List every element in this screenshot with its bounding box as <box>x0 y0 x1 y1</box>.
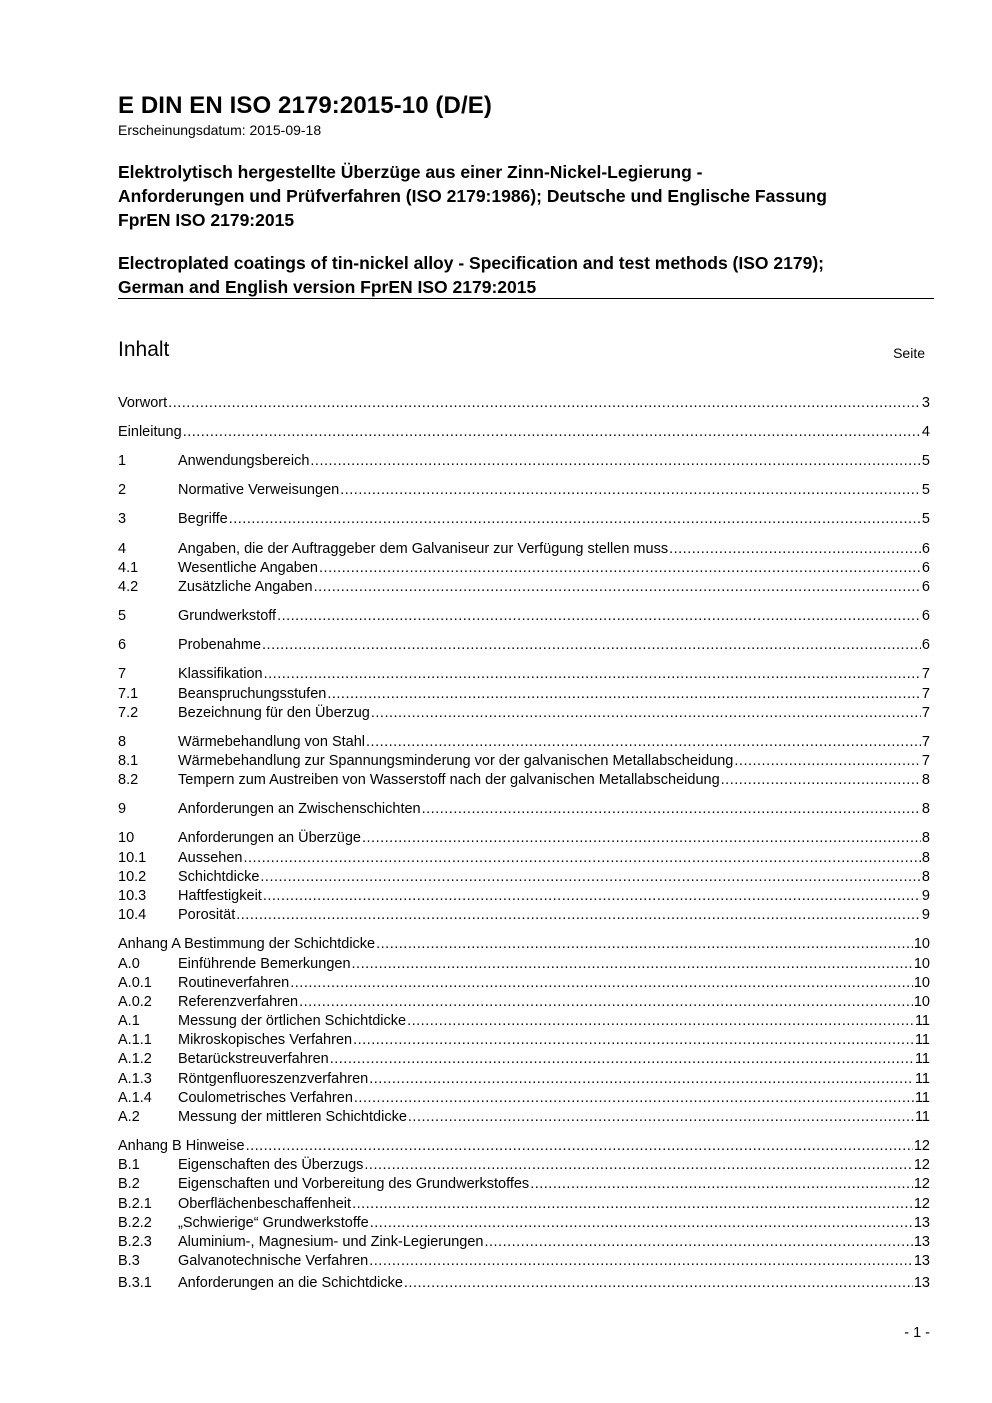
toc-entry-page: 6 <box>921 579 930 595</box>
toc-entry-label: Wärmebehandlung zur Spannungsminderung vor der galvanischen Metallabscheidung <box>178 753 734 769</box>
toc-entry-label: Einleitung <box>118 424 182 440</box>
toc-entry-number: B.2.2 <box>118 1215 152 1231</box>
toc-entry[interactable] <box>118 578 930 597</box>
toc-entry-number: B.2 <box>118 1176 140 1192</box>
toc-entry[interactable] <box>118 1089 930 1108</box>
toc-dot-leader <box>484 1233 912 1252</box>
toc-entry[interactable] <box>118 1274 930 1293</box>
toc-entry[interactable] <box>118 1070 930 1089</box>
toc-entry[interactable] <box>118 685 930 704</box>
toc-dot-leader <box>229 510 921 529</box>
toc-entry-number: 4 <box>118 541 127 557</box>
toc-entry-number: A.0.2 <box>118 994 152 1010</box>
toc-entry[interactable] <box>118 607 930 626</box>
toc-entry-number: 9 <box>118 801 127 817</box>
toc-entry[interactable] <box>118 1031 930 1050</box>
toc-entry-label: Anforderungen an die Schichtdicke <box>178 1275 403 1291</box>
toc-dot-leader <box>352 1195 913 1214</box>
toc-entry[interactable] <box>118 1050 930 1069</box>
toc-heading: Inhalt <box>118 338 170 361</box>
toc-entry-label: Messung der mittleren Schichtdicke <box>178 1109 407 1125</box>
toc-entry-label: Zusätzliche Angaben <box>178 579 313 595</box>
toc-dot-leader <box>290 974 913 993</box>
toc-entry-page: 6 <box>921 637 930 653</box>
toc-entry-page: 8 <box>921 830 930 846</box>
toc-entry-page: 5 <box>921 453 930 469</box>
toc-entry-number: 7.2 <box>118 705 139 721</box>
toc-entry-label: Normative Verweisungen <box>178 482 340 498</box>
german-title-line: FprEN ISO 2179:2015 <box>118 210 295 230</box>
toc-entry-page: 11 <box>914 1090 930 1106</box>
toc-dot-leader <box>354 1089 914 1108</box>
toc-entry-number: A.1.1 <box>118 1032 152 1048</box>
toc-entry-number: 8.1 <box>118 753 139 769</box>
toc-entry-page: 8 <box>921 801 930 817</box>
toc-dot-leader <box>319 559 921 578</box>
toc-entry-label: Röntgenfluoreszenzverfahren <box>178 1071 369 1087</box>
toc-entry[interactable] <box>118 1195 930 1214</box>
toc-dot-leader <box>260 868 921 887</box>
toc-entry-page: 11 <box>914 1013 930 1029</box>
toc-entry-page: 6 <box>921 541 930 557</box>
toc-dot-leader <box>246 1137 913 1156</box>
toc-entry-number: 10.4 <box>118 907 147 923</box>
document-page <box>118 0 934 1403</box>
toc-entry-page: 3 <box>921 395 930 411</box>
toc-dot-leader <box>168 394 921 413</box>
toc-entry[interactable] <box>118 752 930 771</box>
toc-entry-number: 6 <box>118 637 127 653</box>
toc-entry-page: 8 <box>921 850 930 866</box>
toc-entry[interactable] <box>118 829 930 848</box>
toc-entry-page: 13 <box>913 1215 930 1231</box>
toc-entry-page: 12 <box>913 1196 930 1212</box>
toc-entry-page: 5 <box>921 511 930 527</box>
toc-entry-label: Porosität <box>178 907 236 923</box>
toc-entry-number: A.1 <box>118 1013 140 1029</box>
toc-entry-page: 7 <box>921 666 930 682</box>
toc-entry-label: Probenahme <box>178 637 262 653</box>
english-title-line: Electroplated coatings of tin-nickel alloy - Specification and test methods (ISO 2179); <box>118 253 824 273</box>
toc-dot-leader <box>262 636 921 655</box>
toc-page-column-label: Seite <box>893 345 925 361</box>
toc-entry-label: Anforderungen an Überzüge <box>178 830 361 846</box>
toc-entry-label: Referenzverfahren <box>178 994 299 1010</box>
toc-dot-leader <box>236 906 921 925</box>
toc-dot-leader <box>408 1108 914 1127</box>
toc-entry[interactable] <box>118 665 930 684</box>
toc-entry-number: 4.2 <box>118 579 139 595</box>
toc-entry-page: 12 <box>913 1176 930 1192</box>
toc-dot-leader <box>352 955 913 974</box>
toc-dot-leader <box>404 1274 913 1293</box>
toc-entry-number: 10.2 <box>118 869 147 885</box>
toc-entry-number: B.3.1 <box>118 1275 152 1291</box>
toc-entry-label: Aluminium-, Magnesium- und Zink-Legierungen <box>178 1234 484 1250</box>
toc-entry-page: 8 <box>921 772 930 788</box>
toc-entry-page: 10 <box>913 956 930 972</box>
toc-dot-leader <box>299 993 913 1012</box>
toc-entry-number: 10.1 <box>118 850 147 866</box>
toc-entry-page: 11 <box>914 1032 930 1048</box>
toc-entry-label: Tempern zum Austreiben von Wasserstoff nach der galvanischen Metallabscheidung <box>178 772 720 788</box>
toc-entry-number: B.2.1 <box>118 1196 152 1212</box>
toc-entry-label: Begriffe <box>178 511 228 527</box>
toc-entry-number: 8.2 <box>118 772 139 788</box>
toc-dot-leader <box>264 665 921 684</box>
toc-entry[interactable] <box>118 1233 930 1252</box>
toc-entry-number: 10 <box>118 830 135 846</box>
toc-entry[interactable] <box>118 733 930 752</box>
toc-entry-label: Aussehen <box>178 850 243 866</box>
publication-date: Erscheinungsdatum: 2015-09-18 <box>118 122 322 138</box>
toc-dot-leader <box>369 1070 914 1089</box>
toc-entry-page: 11 <box>914 1051 930 1067</box>
toc-entry[interactable] <box>118 452 930 471</box>
toc-entry-label: „Schwierige“ Grundwerkstoffe <box>178 1215 369 1231</box>
toc-entry-page: 7 <box>921 734 930 750</box>
toc-entry[interactable] <box>118 1012 930 1031</box>
toc-entry[interactable] <box>118 1108 930 1127</box>
toc-entry-page: 13 <box>913 1253 930 1269</box>
toc-entry-number: 1 <box>118 453 127 469</box>
toc-entry-number: A.0 <box>118 956 140 972</box>
toc-dot-leader <box>721 771 921 790</box>
toc-entry-page: 10 <box>913 994 930 1010</box>
toc-entry-page: 7 <box>921 686 930 702</box>
toc-entry[interactable] <box>118 1214 930 1233</box>
toc-entry-number: B.3 <box>118 1253 140 1269</box>
toc-entry-page: 6 <box>921 560 930 576</box>
toc-entry-number: B.1 <box>118 1157 140 1173</box>
toc-entry-label: Routineverfahren <box>178 975 290 991</box>
toc-entry[interactable] <box>118 800 930 819</box>
toc-entry[interactable] <box>118 935 930 954</box>
toc-entry-number: A.2 <box>118 1109 140 1125</box>
toc-entry-label: Anhang A Bestimmung der Schichtdicke <box>118 936 376 952</box>
toc-entry-label: Anforderungen an Zwischenschichten <box>178 801 421 817</box>
toc-entry-page: 6 <box>921 608 930 624</box>
toc-entry-label: Haftfestigkeit <box>178 888 262 904</box>
toc-entry-label: Oberflächenbeschaffenheit <box>178 1196 352 1212</box>
toc-entry-number: 8 <box>118 734 127 750</box>
toc-entry[interactable] <box>118 704 930 723</box>
toc-dot-leader <box>669 540 921 559</box>
german-title <box>118 160 934 232</box>
toc-dot-leader <box>734 752 921 771</box>
toc-entry-label: Betarückstreuverfahren <box>178 1051 329 1067</box>
toc-entry-number: 3 <box>118 511 127 527</box>
page-number: - 1 - <box>904 1325 930 1341</box>
toc-entry-number: 4.1 <box>118 560 139 576</box>
toc-entry-label: Eigenschaften des Überzugs <box>178 1157 364 1173</box>
toc-entry-page: 4 <box>921 424 930 440</box>
toc-dot-leader <box>330 1050 914 1069</box>
toc-entry[interactable] <box>118 887 930 906</box>
toc-dot-leader <box>364 1156 912 1175</box>
toc-dot-leader <box>183 423 921 442</box>
toc-entry-label: Mikroskopisches Verfahren <box>178 1032 353 1048</box>
toc-entry-label: Galvanotechnische Verfahren <box>178 1253 369 1269</box>
toc-entry[interactable] <box>118 1156 930 1175</box>
toc-dot-leader <box>422 800 921 819</box>
toc-entry-number: 5 <box>118 608 127 624</box>
toc-dot-leader <box>366 733 921 752</box>
toc-entry-page: 11 <box>914 1109 930 1125</box>
toc-dot-leader <box>327 685 921 704</box>
toc-entry[interactable] <box>118 1175 930 1194</box>
toc-entry[interactable] <box>118 510 930 529</box>
toc-entry-page: 10 <box>913 936 930 952</box>
toc-entry-number: B.2.3 <box>118 1234 152 1250</box>
toc-entry[interactable] <box>118 636 930 655</box>
toc-dot-leader <box>310 452 921 471</box>
toc-dot-leader <box>314 578 921 597</box>
toc-entry[interactable] <box>118 559 930 578</box>
toc-entry[interactable] <box>118 868 930 887</box>
toc-dot-leader <box>370 1214 913 1233</box>
toc-entry-page: 10 <box>913 975 930 991</box>
toc-entry[interactable] <box>118 955 930 974</box>
toc-entry-label: Vorwort <box>118 395 168 411</box>
toc-dot-leader <box>530 1175 913 1194</box>
toc-entry[interactable] <box>118 849 930 868</box>
toc-entry-number: A.1.3 <box>118 1071 152 1087</box>
toc-entry-label: Einführende Bemerkungen <box>178 956 351 972</box>
toc-dot-leader <box>376 935 913 954</box>
toc-entry[interactable] <box>118 394 930 413</box>
toc-entry-label: Wesentliche Angaben <box>178 560 319 576</box>
toc-entry-number: A.1.2 <box>118 1051 152 1067</box>
toc-entry-page: 8 <box>921 869 930 885</box>
toc-entry-page: 9 <box>921 888 930 904</box>
toc-entry-number: 2 <box>118 482 127 498</box>
toc-entry-number: 10.3 <box>118 888 147 904</box>
german-title-line: Anforderungen und Prüfverfahren (ISO 2179:1986); Deutsche und Englische Fassung <box>118 186 827 206</box>
toc-dot-leader <box>263 887 921 906</box>
toc-entry[interactable] <box>118 974 930 993</box>
toc-entry-label: Klassifikation <box>178 666 263 682</box>
title-divider <box>118 298 934 299</box>
toc-entry-label: Angaben, die der Auftraggeber dem Galvaniseur zur Verfügung stellen muss <box>178 541 669 557</box>
toc-dot-leader <box>277 607 921 626</box>
toc-entry-label: Messung der örtlichen Schichtdicke <box>178 1013 407 1029</box>
toc-entry[interactable] <box>118 993 930 1012</box>
toc-entry-page: 12 <box>913 1157 930 1173</box>
toc-dot-leader <box>369 1252 913 1271</box>
toc-dot-leader <box>407 1012 914 1031</box>
document-title: E DIN EN ISO 2179:2015-10 (D/E) <box>118 92 492 119</box>
toc-entry-page: 13 <box>913 1234 930 1250</box>
toc-entry[interactable] <box>118 540 930 559</box>
toc-entry-page: 11 <box>914 1071 930 1087</box>
toc-dot-leader <box>362 829 921 848</box>
toc-entry-label: Beanspruchungsstufen <box>178 686 327 702</box>
toc-entry-label: Schichtdicke <box>178 869 260 885</box>
toc-entry-page: 9 <box>921 907 930 923</box>
toc-entry-page: 7 <box>921 705 930 721</box>
toc-entry-number: A.1.4 <box>118 1090 152 1106</box>
toc-entry[interactable] <box>118 1137 930 1156</box>
toc-entry-page: 13 <box>913 1275 930 1291</box>
english-title <box>118 251 934 299</box>
toc-entry-label: Anwendungsbereich <box>178 453 310 469</box>
toc-entry-label: Grundwerkstoff <box>178 608 277 624</box>
toc-entry-label: Bezeichnung für den Überzug <box>178 705 370 721</box>
toc-entry[interactable] <box>118 1252 930 1271</box>
toc-entry-number: 7 <box>118 666 127 682</box>
toc-entry[interactable] <box>118 771 930 790</box>
toc-entry[interactable] <box>118 481 930 500</box>
toc-entry-page: 7 <box>921 753 930 769</box>
toc-entry-number: A.0.1 <box>118 975 152 991</box>
toc-dot-leader <box>340 481 921 500</box>
toc-entry-label: Wärmebehandlung von Stahl <box>178 734 366 750</box>
toc-dot-leader <box>244 849 921 868</box>
toc-entry-number: 7.1 <box>118 686 139 702</box>
toc-entry-label: Eigenschaften und Vorbereitung des Grundwerkstoffes <box>178 1176 530 1192</box>
toc-entry-page: 5 <box>921 482 930 498</box>
toc-entry-label: Coulometrisches Verfahren <box>178 1090 353 1106</box>
german-title-line: Elektrolytisch hergestellte Überzüge aus einer Zinn-Nickel-Legierung - <box>118 162 703 182</box>
toc-entry-page: 12 <box>913 1138 930 1154</box>
toc-dot-leader <box>353 1031 914 1050</box>
toc-entry[interactable] <box>118 423 930 442</box>
toc-dot-leader <box>371 704 921 723</box>
toc-entry[interactable] <box>118 906 930 925</box>
toc-entry-label: Anhang B Hinweise <box>118 1138 245 1154</box>
english-title-line: German and English version FprEN ISO 2179:2015 <box>118 277 537 297</box>
